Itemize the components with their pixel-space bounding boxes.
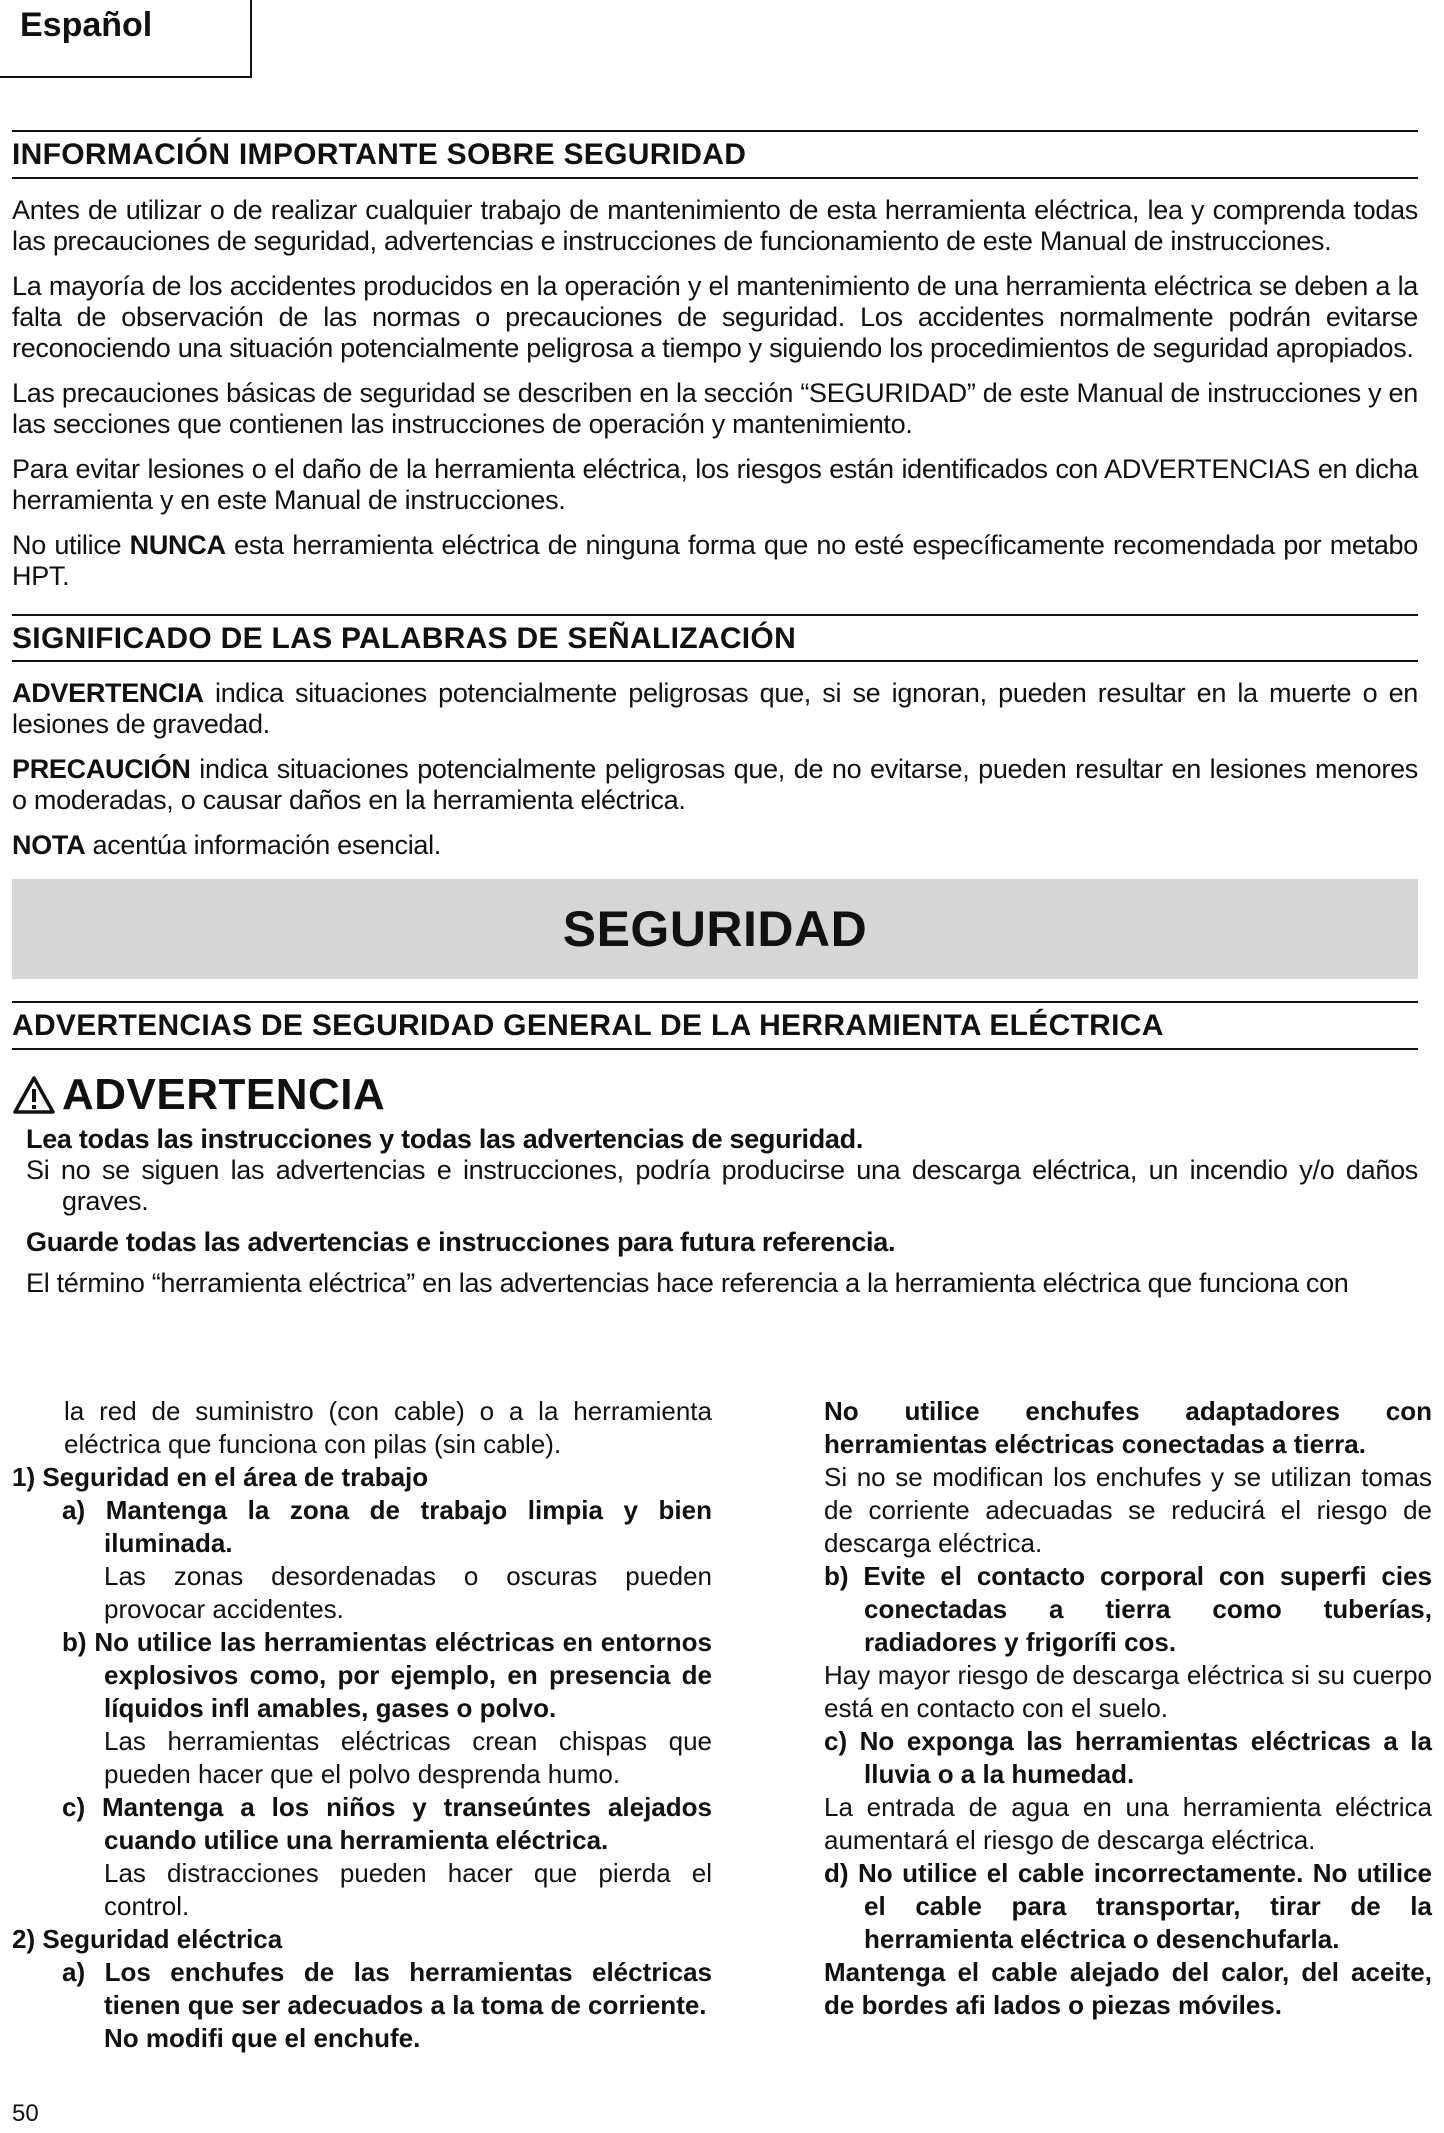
list-item-1c-text: Las distracciones pueden hacer que pierda el control. xyxy=(104,1858,712,1921)
list-item-1a-text: Las zonas desordenadas o oscuras pueden provocar accidentes. xyxy=(104,1561,712,1624)
signal-note xyxy=(12,830,1418,861)
page-number: 50 xyxy=(12,2100,39,2127)
main-content xyxy=(12,130,1418,1309)
warning-word: ADVERTENCIA xyxy=(62,1069,386,1119)
list-item-2b-text: Hay mayor riesgo de descarga eléctrica si su cuerpo está en contacto con el suelo. xyxy=(824,1660,1432,1723)
list-item-2b: b) Evite el contacto corporal con superfi cies conectadas a tierra como tuberías, radiadores y frigoríﬁ cos. xyxy=(824,1561,1432,1657)
emphasis-never: NUNCA xyxy=(129,529,226,560)
right-column xyxy=(792,1395,1432,2055)
read-all-instructions: Lea todas las instrucciones y todas las advertencias de seguridad. xyxy=(26,1123,864,1154)
text: acentúa información esencial. xyxy=(85,830,442,860)
term-continuation: la red de suministro (con cable) o a la herramienta eléctrica que funciona con pilas (sin cable). xyxy=(64,1396,712,1459)
paragraph: Para evitar lesiones o el daño de la herramienta eléctrica, los riesgos están identificados con ADVERTENCIAS en dicha herramienta y en este Manual de instrucciones. xyxy=(12,453,1418,515)
term-note: NOTA xyxy=(12,830,86,860)
signal-warning xyxy=(12,678,1418,740)
list-item-1a: a) Mantenga la zona de trabajo limpia y bien iluminada. xyxy=(62,1495,712,1558)
paragraph-never xyxy=(12,530,1418,592)
term-intro: El término “herramienta eléctrica” en las advertencias hace referencia a la herramienta eléctrica que funciona con xyxy=(26,1267,1349,1298)
text: indica situaciones potencialmente peligrosas que, si se ignoran, pueden resultar en la muerte o en lesiones de gravedad. xyxy=(12,678,1418,739)
list-item-2c: c) No exponga las herramientas eléctricas a la lluvia o a la humedad. xyxy=(824,1726,1432,1789)
list-item-2d: d) No utilice el cable incorrectamente. No utilice el cable para transportar, tirar de la herramienta eléctrica o desenchufarla. xyxy=(824,1858,1432,1954)
two-column-list xyxy=(12,1395,1432,2055)
safety-banner: SEGURIDAD xyxy=(12,879,1418,979)
list-item-2a: a) Los enchufes de las herramientas eléctricas tienen que ser adecuados a la toma de corriente. xyxy=(62,1957,712,2020)
section-title-general-warnings: ADVERTENCIAS DE SEGURIDAD GENERAL DE LA HERRAMIENTA ELÉCTRICA xyxy=(12,1001,1418,1050)
list-item-1b: b) No utilice las herramientas eléctricas en entornos explosivos como, por ejemplo, en presencia de líquidos infl amables, gases o polvo. xyxy=(62,1627,712,1723)
warning-consequence: Si no se siguen las advertencias e instrucciones, podría producirse una descarga eléctrica, un incendio y/o daños graves. xyxy=(26,1154,1418,1216)
list-item-2d-text: Mantenga el cable alejado del calor, del aceite, de bordes afi lados o piezas móviles. xyxy=(824,1957,1432,2020)
list-item-1c: c) Mantenga a los niños y transeúntes alejados cuando utilice una herramienta eléctrica. xyxy=(62,1792,712,1855)
text: indica situaciones potencialmente peligrosas que, de no evitarse, pueden resultar en lesiones menores o moderadas, o causar daños en la herramienta eléctrica. xyxy=(12,754,1418,815)
warning-block xyxy=(12,1124,1418,1299)
warning-heading xyxy=(12,1070,1418,1120)
list-item-1b-text: Las herramientas eléctricas crean chispas que pueden hacer que el polvo desprenda humo. xyxy=(104,1726,712,1789)
left-column xyxy=(12,1395,712,2055)
term-warning: ADVERTENCIA xyxy=(12,678,204,708)
text: No utilice xyxy=(12,529,130,560)
save-instructions: Guarde todas las advertencias e instrucciones para futura referencia. xyxy=(26,1226,896,1257)
paragraph: Las precauciones básicas de seguridad se describen en la sección “SEGURIDAD” de este Manual de instrucciones y en las secciones que contienen las instrucciones de operación y mantenimiento. xyxy=(12,377,1418,439)
paragraph: Antes de utilizar o de realizar cualquier trabajo de mantenimiento de esta herramienta eléctrica, lea y comprenda todas las precauciones de seguridad, advertencias e instrucciones de funcionamiento de este Manual de instrucciones. xyxy=(12,194,1418,256)
section-title-important-safety: INFORMACIÓN IMPORTANTE SOBRE SEGURIDAD xyxy=(12,130,1418,179)
list-item-2c-text: La entrada de agua en una herramienta eléctrica aumentará el riesgo de descarga eléctrica. xyxy=(824,1792,1432,1855)
section-title-signal-words: SIGNIFICADO DE LAS PALABRAS DE SEÑALIZACIÓN xyxy=(12,614,1418,663)
list-item-2a-extra: No modifi que el enchufe. xyxy=(104,2023,421,2053)
text: esta herramienta eléctrica de ninguna forma que no esté específicamente recomendada por metabo HPT. xyxy=(12,529,1418,591)
signal-caution xyxy=(12,754,1418,816)
list-item-electrical: 2) Seguridad eléctrica xyxy=(12,1924,283,1954)
warning-triangle-icon xyxy=(12,1075,56,1115)
list-item-2a-text: Si no se modifican los enchufes y se utilizan tomas de corriente adecuadas se reducirá el riesgo de descarga eléctrica. xyxy=(824,1462,1432,1558)
paragraph: La mayoría de los accidentes producidos en la operación y el mantenimiento de una herramienta eléctrica se deben a la falta de observación de las normas o precauciones de seguridad. Los accidentes normalmente podrán evitarse reconociendo una situación potencialmente peligrosa a tiempo y siguiendo los procedimientos de seguridad apropiados. xyxy=(12,270,1418,363)
term-caution: PRECAUCIÓN xyxy=(12,754,191,784)
list-item-work-area: 1) Seguridad en el área de trabajo xyxy=(12,1462,429,1492)
language-tab: Español xyxy=(0,0,252,78)
list-item-2a-continuation: No utilice enchufes adaptadores con herramientas eléctricas conectadas a tierra. xyxy=(824,1396,1432,1459)
